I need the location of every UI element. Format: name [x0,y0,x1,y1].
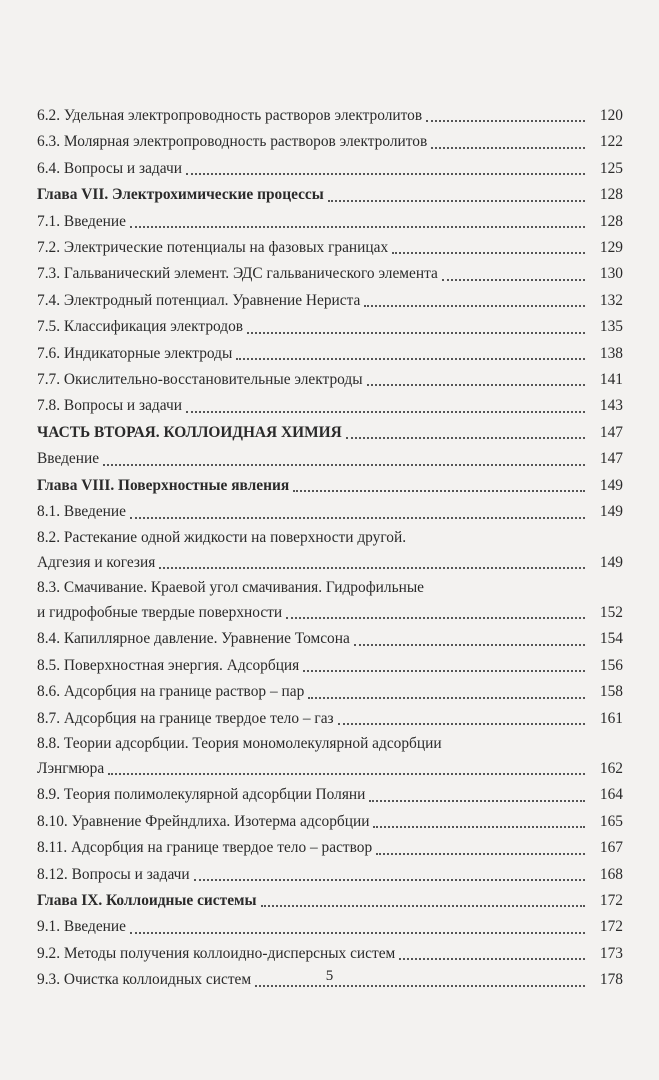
toc-chapter-heading [37,182,623,208]
toc-entry-label: 7.8. Вопросы и задачи [37,397,182,415]
dot-leader [373,826,585,828]
toc-entry-label: 6.2. Удельная электропроводность растворов электролитов [37,107,423,124]
toc-page-number: 129 [599,239,623,257]
toc-page-number: 173 [599,944,623,962]
toc-entry [37,835,623,861]
toc-entry [37,367,623,393]
toc-page-number: 125 [599,159,623,177]
toc-entry [37,679,623,705]
toc-page-number: 165 [599,812,623,830]
toc-page-number: 149 [599,503,623,521]
toc-entry-label: 8.12. Вопросы и задачи [37,865,190,883]
dot-leader [392,252,585,254]
toc-entry-label: 7.2. Электрические потенциалы на фазовых границах [37,239,389,257]
toc-entry [37,653,623,679]
dot-leader [130,226,585,228]
toc-entry-label: Лэнгмюра [37,759,105,777]
toc-page-number: 130 [599,265,623,283]
toc-entry-label: Адгезия и когезия [37,553,156,571]
toc-page-number: 138 [599,344,623,362]
toc-page-number: 149 [599,476,623,494]
toc-entry [37,756,623,782]
dot-leader [236,358,585,360]
toc-entry-label: 8.10. Уравнение Фрейндлиха. Изотерма адсорбции [37,812,370,830]
toc-entry-label: 7.5. Классификация электродов [37,318,244,336]
dot-leader [308,697,585,699]
toc-entry-label: 7.3. Гальванический элемент. ЭДС гальванического элемента [37,265,438,283]
page-number: 5 [325,968,334,984]
toc-entry-label: 8.4. Капиллярное давление. Уравнение Томсона [37,630,350,648]
toc-entry-label: 7.6. Индикаторные электроды [37,344,233,362]
toc-entry [37,914,623,940]
toc-entry-label: Глава VIII. Поверхностные явления [37,476,290,494]
toc-page-number: 149 [599,553,623,571]
toc-page-number: 141 [599,371,623,389]
toc-page-number: 147 [599,450,623,468]
dot-leader [130,517,585,519]
dot-leader [367,384,585,386]
toc-entry [37,393,623,419]
dot-leader [159,567,585,569]
dot-leader [442,279,585,281]
toc-entry [37,314,623,340]
toc-entry [37,235,623,261]
toc-page-number: 135 [599,318,623,336]
toc-entry-first-line [37,526,623,550]
toc-entry-label: 8.2. Растекание одной жидкости на поверхности другой. [37,528,407,546]
dot-leader [338,723,585,725]
dot-leader [130,932,585,934]
toc-entry [37,129,623,155]
dot-leader [431,147,585,149]
toc-entry-first-line [37,576,623,600]
toc-entry [37,941,623,967]
toc-entry-label: 8.6. Адсорбция на границе раствор – пар [37,683,305,701]
toc-page-number: 122 [599,133,623,151]
toc-entry [37,706,623,732]
toc-page-number: 178 [599,971,623,989]
toc-chapter-heading [37,888,623,914]
toc-entry-label: и гидрофобные твердые поверхности [37,603,283,621]
toc-page-number: 152 [599,603,623,621]
dot-leader [261,905,585,907]
toc-entry-label: 8.9. Теория полимолекулярной адсорбции Поляни [37,786,366,804]
toc-page-number: 162 [599,759,623,777]
toc-page-number: 147 [599,423,623,441]
toc-page-number: 143 [599,397,623,415]
dot-leader [103,464,585,466]
toc-page-number: 154 [599,630,623,648]
toc-page-number: 161 [599,709,623,727]
toc-page-number: 156 [599,656,623,674]
toc-chapter-heading [37,420,623,446]
dot-leader [364,305,585,307]
toc-chapter-heading [37,473,623,499]
dot-leader [194,879,585,881]
toc-entry [37,209,623,235]
dot-leader [303,670,585,672]
dot-leader [354,644,585,646]
toc-entry-label: Глава VII. Электрохимические процессы [37,186,324,204]
toc-entry [37,446,623,472]
toc-page-number: 167 [599,839,623,857]
toc-entry [37,782,623,808]
toc-entry-first-line [37,732,623,756]
dot-leader [346,437,585,439]
dot-leader [186,411,585,413]
dot-leader [426,120,585,122]
toc-entry-label: 8.8. Теории адсорбции. Теория мономолекулярной адсорбции [37,734,442,752]
toc-entry [37,261,623,287]
toc-entry-label: 9.1. Введение [37,918,126,936]
dot-leader [399,958,585,960]
toc-entry-label: 8.1. Введение [37,503,126,521]
toc-entry-label: 9.2. Методы получения коллоидно-дисперсных систем [37,944,396,962]
toc-entry [37,156,623,182]
toc-entry [37,600,623,626]
toc-entry [37,288,623,314]
dot-leader [186,173,585,175]
dot-leader [286,617,585,619]
toc-page-number: 128 [599,186,623,204]
toc-entry-label: 8.11. Адсорбция на границе твердое тело – раствор [37,839,373,857]
toc-entry-label: 8.3. Смачивание. Краевой угол смачивания. Гидрофильные [37,578,425,596]
toc-entry-label: 8.7. Адсорбция на границе твердое тело – газ [37,709,334,727]
toc-page-number: 172 [599,918,623,936]
table-of-contents [37,103,623,994]
toc-entry [37,809,623,835]
toc-entry [37,103,623,129]
toc-page-number: 168 [599,865,623,883]
dot-leader [247,332,585,334]
toc-entry [37,341,623,367]
dot-leader [376,853,585,855]
toc-page-number: 172 [599,891,623,909]
toc-entry [37,862,623,888]
toc-entry-label: 9.3. Очистка коллоидных систем [37,971,252,989]
toc-entry-label: 7.1. Введение [37,212,126,230]
toc-entry [37,550,623,576]
toc-page-number: 164 [599,786,623,804]
toc-entry [37,499,623,525]
toc-page-number: 120 [599,107,623,124]
toc-entry-label: Глава IX. Коллоидные системы [37,891,257,909]
dot-leader [369,800,585,802]
toc-page-number: 158 [599,683,623,701]
dot-leader [328,200,585,202]
toc-entry-label: Введение [37,450,100,468]
dot-leader [108,773,585,775]
toc-page-number: 132 [599,291,623,309]
toc-entry [37,626,623,652]
toc-page-number: 128 [599,212,623,230]
toc-entry-label: 6.4. Вопросы и задачи [37,159,182,177]
toc-entry-label: 7.4. Электродный потенциал. Уравнение Нериста [37,291,361,309]
toc-entry-label: 7.7. Окислительно-восстановительные электроды [37,371,363,389]
toc-entry-label: 8.5. Поверхностная энергия. Адсорбция [37,656,300,674]
toc-entry-label: ЧАСТЬ ВТОРАЯ. КОЛЛОИДНАЯ ХИМИЯ [37,423,342,441]
toc-entry-label: 6.3. Молярная электропроводность растворов электролитов [37,133,428,151]
dot-leader [293,490,585,492]
